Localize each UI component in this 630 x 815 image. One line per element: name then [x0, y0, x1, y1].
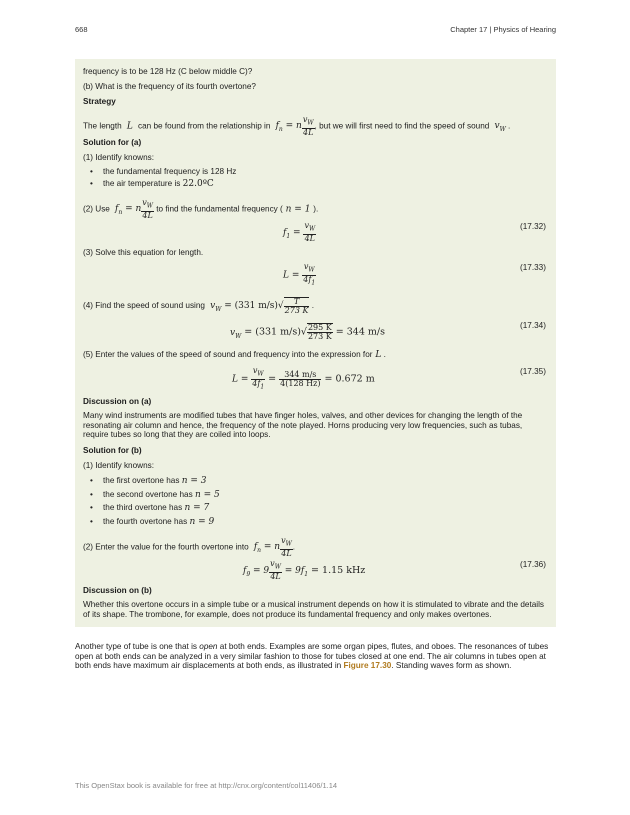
equation-17-32: $f_1$ = $\frac{v_W}{4L}$ — [283, 221, 316, 243]
discussion-b-text: Whether this overtone occurs in a simple tube or a musical instrument depends on how it is stimulated to vibrate and the details of its shape. The trombone, for example, does not produce its fundamental frequency and only makes overtones. — [83, 600, 545, 619]
list-item: • the second overtone has n = 5 — [103, 490, 220, 500]
step-3: (3) Solve this equation for length. — [83, 248, 204, 257]
body-paragraph: Another type of tube is one that is open at both ends. Examples are some organ pipes, flutes, and oboes. The resonances of tubes open at both ends can be analyzed in a very similar fashion to those for tubes closed at one end. The air columns in tubes open at both ends have maximum air displacements at both ends, as illustrated in Figure 17.30. Standing waves form as shown. — [75, 642, 549, 671]
equation-number: (17.35) — [520, 367, 546, 376]
solution-a-heading: Solution for (a) — [83, 138, 142, 147]
list-item: • the air temperature is 22.0ºC — [103, 179, 214, 189]
equation-17-34: $v_W = (331$ m/s)√ $\frac{295 K}{273 K}$ = 344 m/s — [230, 323, 386, 341]
solution-b-heading: Solution for (b) — [83, 446, 142, 455]
discussion-b-heading: Discussion on (b) — [83, 586, 152, 595]
list-item: • the third overtone has n = 7 — [103, 503, 209, 513]
step-2b: (2) Enter the value for the fourth overtone into $f_n = n$ $\frac{v_W}{4L}$ . — [83, 536, 296, 558]
equation-number: (17.32) — [520, 222, 546, 231]
step-1: (1) Identify knowns: — [83, 153, 154, 162]
equation-17-33: L = $\frac{v_W}{4f_1}$ — [283, 262, 316, 287]
equation-17-35: L = $\frac{v_W}{4f_1}$ = $\frac{344 m/s}{4(128 Hz)}$ = 0.672 m — [232, 366, 375, 391]
equation-number: (17.34) — [520, 321, 546, 330]
page-number: 668 — [75, 25, 88, 34]
list-item: • the fundamental frequency is 128 Hz — [103, 167, 236, 177]
list-item: • the fourth overtone has n = 9 — [103, 517, 214, 527]
discussion-a-text: Many wind instruments are modified tubes that have finger holes, valves, and other devices for changing the length of the resonating air column and hence, the frequency of the note played. Horns producing very low frequencies, such as tubas, require tubes so long that they are coiled into loops. — [83, 411, 523, 440]
equation-number: (17.33) — [520, 263, 546, 272]
step-1b: (1) Identify knowns: — [83, 461, 154, 470]
equation-17-36: $f_9 = 9$ $\frac{v_W}{4L}$ = $9f_1 = 1.15$ kHz — [243, 559, 366, 581]
discussion-a-heading: Discussion on (a) — [83, 397, 152, 406]
step-2: (2) Use $f_n = n$ $\frac{v_W}{4L}$ to find the fundamental frequency ( n = 1 ). — [83, 198, 319, 220]
question-line-2: (b) What is the frequency of its fourth overtone? — [83, 82, 256, 91]
footer-note: This OpenStax book is available for free at http://cnx.org/content/col11406/1.14 — [75, 781, 338, 790]
strategy-heading: Strategy — [83, 97, 116, 106]
strategy-text: The length L can be found from the relationship in $f_n = n$ $\frac{v_W}{4L}$ , but we will first need to find the speed of sound $v_W$ . — [83, 115, 511, 137]
list-item: • the first overtone has n = 3 — [103, 476, 207, 486]
equation-number: (17.36) — [520, 560, 546, 569]
figure-link[interactable]: Figure 17.30 — [343, 661, 392, 671]
step-5: (5) Enter the values of the speed of sound and frequency into the expression for L . — [83, 350, 386, 360]
step-4: (4) Find the speed of sound using $v_W = (331$ m/s)√ $\frac{T}{273 K}$ . — [83, 297, 314, 315]
question-line-1: frequency is to be 128 Hz (C below middle C)? — [83, 67, 253, 76]
chapter-title: Chapter 17 | Physics of Hearing — [450, 25, 556, 34]
